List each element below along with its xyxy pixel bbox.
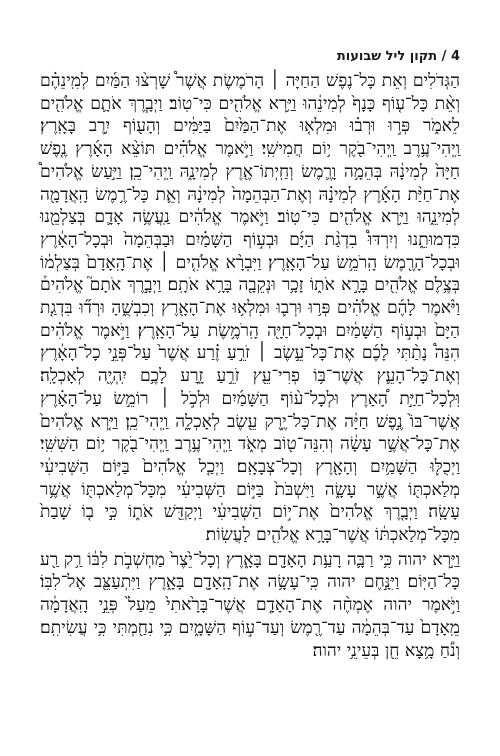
scripture-text [40,70,460,738]
paragraph: וַיַּ֣רְא יהוה כִּ֥י רַבָּ֛ה רָעַ֥ת הָאָדָ֖ם בָּאָ֑רֶץ וְכָל־יֵ֙צֶר֙ מַחְשְׁבֹ֣ת לִבּ֔וֹ רַ֥ק רַ֖ע כָּל־הַיּֽוֹם׃ וַיִּנָּ֣חֶם יהוה כִּֽי־עָשָׂ֥ה אֶת־הָֽאָדָ֖ם בָּאָ֑רֶץ וַיִּתְעַצֵּ֖ב אֶל־לִבּֽוֹ׃ וַיֹּ֣אמֶר יהוה אֶמְחֶ֨ה אֶת־הָאָדָ֤ם אֲשֶׁר־בָּרָ֙אתִי֙ מֵעַל֙ פְּנֵ֣י הָֽאֲדָמָ֔ה מֵֽאָדָם֙ עַד־בְּהֵמָ֔ה עַד־רֶ֖מֶשׂ וְעַד־ע֣וֹף הַשָּׁמָ֑יִם כִּ֥י נִחַ֖מְתִּי כִּ֥י עֲשִׂיתִֽם׃ וְנֹ֕חַ מָ֥צָא חֵ֖ן בְּעֵינֵ֥י יהוה׃ [40,549,460,661]
paragraph: הַגְּדֹלִים וְאֵת כָּל־נֶפֶשׁ הַחַיָּה ׀ הָרֹמֶשֶׂת אֲשֶׁר֩ שָׁרְצ֨וּ הַמַּ֜יִם לְמִֽינֵהֶ֗ם וְאֵ֨ת כָּל־ע֤וֹף כָּנָף֙ לְמִינֵ֔הוּ וַיַּ֥רְא אֱלֹהִ֖ים כִּי־טֽוֹב׃ וַיְבָ֧רֶךְ אֹתָ֛ם אֱלֹהִ֖ים לֵאמֹ֑ר פְּר֣וּ וּרְב֗וּ וּמִלְא֤וּ אֶת־הַמַּ֙יִם֙ בַּיַּמִּ֔ים וְהָע֖וֹף יִ֥רֶב בָּאָֽרֶץ׃ וַֽיְהִי־עֶ֥רֶב וַֽיְהִי־בֹ֖קֶר י֥וֹם חֲמִישִֽׁי׃ וַיֹּ֣אמֶר אֱלֹהִ֗ים תּוֹצֵ֨א הָאָ֜רֶץ נֶ֤פֶשׁ חַיָּה֙ לְמִינָ֔הּ בְּהֵמָ֥ה וָרֶ֛מֶשׂ וְחַֽיְתוֹ־אֶ֖רֶץ לְמִינָ֑הּ וַֽיְהִי־כֵֽן׃ וַיַּ֣עַשׂ אֱלֹהִים֩ אֶת־חַיַּ֨ת הָאָ֜רֶץ לְמִינָ֗הּ וְאֶת־הַבְּהֵמָה֙ לְמִינָ֔הּ וְאֵ֛ת כָּל־רֶ֥מֶשׂ הָֽאֲדָמָ֖ה לְמִינֵ֑הוּ וַיַּ֥רְא אֱלֹהִ֖ים כִּי־טֽוֹב׃ וַיֹּ֣אמֶר אֱלֹהִ֔ים נַֽעֲשֶׂ֥ה אָדָ֛ם בְּצַלְמֵ֖נוּ כִּדְמוּתֵ֑נוּ וְיִרְדּוּ֩ בִדְגַ֨ת הַיָּ֜ם וּבְע֣וֹף הַשָּׁמַ֗יִם וּבַבְּהֵמָה֙ וּבְכָל־הָאָ֔רֶץ וּבְכָל־הָרֶ֖מֶשׂ הָֽרֹמֵ֥שׂ עַל־הָאָֽרֶץ׃ וַיִּבְרָ֨א אֱלֹהִ֤ים ׀ אֶת־הָֽאָדָם֙ בְּצַלְמ֔וֹ בְּצֶ֥לֶם אֱלֹהִ֖ים בָּרָ֣א אֹת֑וֹ זָכָ֥ר וּנְקֵבָ֖ה בָּרָ֥א אֹתָֽם׃ וַיְבָ֣רֶךְ אֹתָם֮ אֱלֹהִים֒ וַיֹּ֨אמֶר לָהֶ֜ם אֱלֹהִ֗ים פְּר֥וּ וּרְב֛וּ וּמִלְא֥וּ אֶת־הָאָ֖רֶץ וְכִבְשֻׁ֑הָ וּרְד֞וּ בִּדְגַ֤ת הַיָּם֙ וּבְע֣וֹף הַשָּׁמַ֔יִם וּבְכָל־חַיָּ֖ה הָֽרֹמֶ֥שֶׂת עַל־הָאָֽרֶץ׃ וַיֹּ֣אמֶר אֱלֹהִ֗ים הִנֵּה֩ נָתַ֨תִּי לָכֶ֜ם אֶת־כָּל־עֵ֣שֶׂב ׀ זֹרֵ֣עַ זֶ֗רַע אֲשֶׁר֙ עַל־פְּנֵ֣י כָל־הָאָ֔רֶץ וְאֶת־כָּל־הָעֵ֛ץ אֲשֶׁר־בּ֥וֹ פְרִי־עֵ֖ץ זֹרֵ֣עַ זָ֑רַע לָכֶ֥ם יִֽהְיֶ֖ה לְאָכְלָֽה׃ וּֽלְכָל־חַיַּ֣ת הָ֠אָרֶץ וּלְכָל־ע֨וֹף הַשָּׁמַ֜יִם וּלְכֹ֣ל ׀ רוֹמֵ֣שׂ עַל־הָאָ֗רֶץ אֲשֶׁר־בּוֹ֙ נֶ֣פֶשׁ חַיָּ֔ה אֶת־כָּל־יֶ֥רֶק עֵ֖שֶׂב לְאָכְלָ֑ה וַֽיְהִי־כֵֽן׃ וַיַּ֤רְא אֱלֹהִים֙ אֶת־כָּל־אֲשֶׁ֣ר עָשָׂ֔ה וְהִנֵּה־ט֖וֹב מְאֹ֑ד וַֽיְהִי־עֶ֥רֶב וַֽיְהִי־בֹ֖קֶר י֥וֹם הַשִּׁשִּֽׁי׃ וַיְכֻלּ֛וּ הַשָּׁמַ֥יִם וְהָאָ֖רֶץ וְכָל־צְבָאָֽם׃ וַיְכַ֤ל אֱלֹהִים֙ בַּיּ֣וֹם הַשְּׁבִיעִ֔י מְלַאכְתּ֖וֹ אֲשֶׁ֣ר עָשָׂ֑ה וַיִּשְׁבֹּת֙ בַּיּ֣וֹם הַשְּׁבִיעִ֔י מִכָּל־מְלַאכְתּ֖וֹ אֲשֶׁ֥ר עָשָֽׂה׃ וַיְבָ֤רֶךְ אֱלֹהִים֙ אֶת־י֣וֹם הַשְּׁבִיעִ֔י וַיְקַדֵּ֖שׁ אֹת֑וֹ כִּ֣י ב֤וֹ שָׁבַת֙ מִכָּל־מְלַאכְתּ֔וֹ אֲשֶׁר־בָּרָ֥א אֱלֹהִ֖ים לַעֲשֽׂוֹת׃ [40,71,460,546]
page-header [40,40,460,64]
page-title: 4 / תקון ליל שבועות [336,49,460,64]
